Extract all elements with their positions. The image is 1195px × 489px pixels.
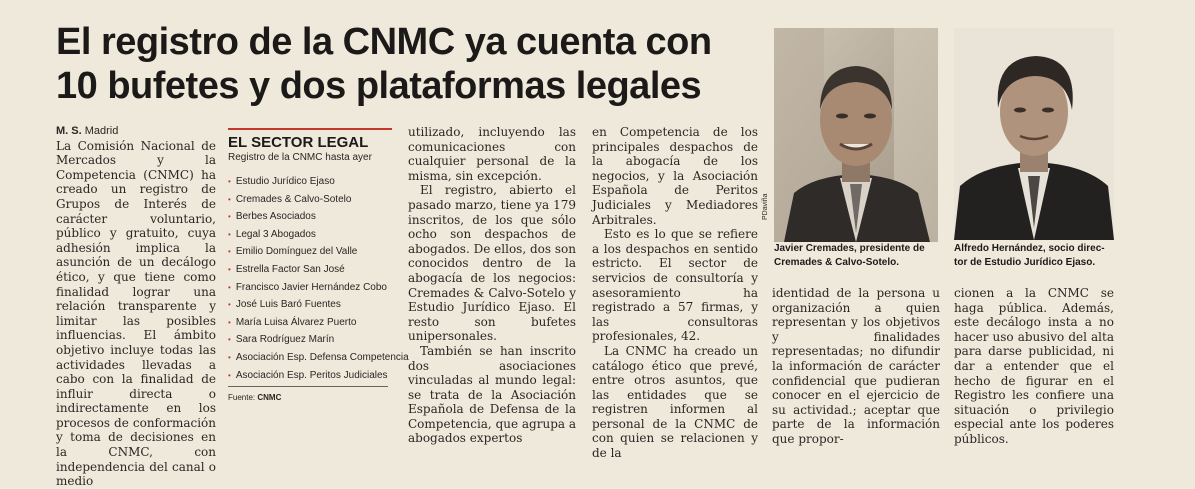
bullet-icon: • [228, 317, 231, 327]
article-column-2 [408, 125, 576, 446]
bullet-icon: • [228, 370, 231, 380]
bullet-icon: • [228, 264, 231, 274]
article-column-1 [56, 124, 216, 489]
bullet-icon: • [228, 352, 231, 362]
headline-line-1: El registro de la CNMC ya cuenta con [56, 21, 712, 63]
bullet-icon: • [228, 282, 231, 292]
bullet-icon: • [228, 335, 231, 345]
headline-line-2: 10 bufetes y dos plataformas legales [56, 65, 702, 107]
sidebar-list [228, 173, 409, 384]
bullet-icon: • [228, 247, 231, 257]
article-column-4 [772, 286, 940, 447]
bullet-icon: • [228, 212, 231, 222]
bullet-icon: • [228, 300, 231, 310]
list-item: • Cremades & Calvo-Sotelo [228, 191, 392, 209]
bullet-icon: • [228, 229, 231, 239]
photo-credit: PDaviña [762, 193, 769, 220]
portrait-image [954, 28, 1114, 240]
bullet-icon: • [228, 194, 231, 204]
column-3-paragraph-3: La CNMC ha creado un catálogo ético que prevé, entre otros asuntos, que las entidades que se registren informen al personal de la CNMC de con quien se relacionen y de la [592, 343, 758, 461]
byline-author: M. S. [56, 125, 82, 137]
sidebar-source: Fuente: CNMC [228, 393, 282, 403]
byline [56, 124, 216, 139]
list-item: • María Luisa Álvarez Puerto [228, 314, 392, 332]
column-3-paragraph-2: Esto es lo que se refiere a los despachos en sentido estricto. El sector de servicios de consultoría y asesoramiento ha registrado a 57 firmas, y las consultoras profesionales, 42. [592, 227, 758, 344]
list-item: • Estudio Jurídico Ejaso [228, 173, 392, 191]
article-column-3 [592, 125, 758, 461]
portrait-image [774, 28, 938, 242]
article-headline [56, 20, 756, 108]
article-column-5 [954, 286, 1114, 447]
list-item: • Asociación Esp. Defensa Competencia [228, 349, 392, 367]
photo-alfredo-hernandez [954, 28, 1114, 240]
list-item: • Asociación Esp. Peritos Judiciales [228, 367, 392, 385]
list-item: • Berbes Asociados [228, 208, 392, 226]
list-item: • Sara Rodríguez Marín [228, 331, 392, 349]
sidebar-top-rule [228, 128, 392, 130]
sidebar-subtitle: Registro de la CNMC hasta ayer [228, 152, 372, 163]
sector-legal-sidebar [228, 128, 409, 403]
column-3-paragraph-1: en Competencia de los principales despachos de la abogacía de los negocios, y la Asociación Española de Peritos Judiciales y Mediadores Arbitrales. [592, 125, 758, 227]
sidebar-bottom-rule [228, 386, 388, 387]
column-1-paragraph: La Comisión Nacional de Mercados y la Competencia (CNMC) ha creado un registro de Grupos de Interés de carácter voluntario, público y gratuito, cuya adhesión implica la asunción de un decálogo ético, y que tiene como finalidad lograr una relación transparente y limitar las posibles influencias. El ámbito objetivo incluye todas las actividades llevadas a cabo con la finalidad de influir directa o indirectamente en los procesos de conformación y toma de decisiones en la CNMC, con independencia del canal o medio [56, 138, 216, 489]
column-2-paragraph-3: También se han inscrito dos asociaciones vinculadas al mundo legal: se trata de la Asociación Española de Defensa de la Competencia, que agrupa a abogados expertos [408, 343, 576, 446]
photo-javier-cremades [774, 28, 938, 242]
sidebar-title: EL SECTOR LEGAL [228, 134, 369, 151]
column-2-paragraph-2: El registro, abierto el pasado marzo, tiene ya 179 inscritos, de los que sólo ocho son despachos de abogados. De ellos, dos son conocidos dentro de la abogacía de los negocios: Cremades & Calvo-Sotelo y Estudio Jurídico Ejaso. El resto son bufetes unipersonales. [408, 183, 576, 344]
bullet-icon: • [228, 177, 231, 186]
column-4-paragraph-1: identidad de la persona u organización a quien representan y los objetivos y finalidades representadas; no difundir la información de carácter confidencial que pudieran conocer en el ejercicio de su actividad.; aceptar que parte de la información que propor- [772, 286, 940, 446]
byline-place: Madrid [84, 125, 119, 137]
photo-2-caption: Alfredo Hernández, socio direc- tor de Estudio Jurídico Ejaso. [954, 243, 1105, 268]
list-item: • Francisco Javier Hernández Cobo [228, 279, 392, 297]
list-item: • Estrella Factor San José [228, 261, 392, 279]
column-5-paragraph-1: cionen a la CNMC se haga pública. Además, este decálogo insta a no hacer uso abusivo del alta para darse publicidad, ni dar a entender que el hecho de figurar en el Registro les confiere una situación o privilegio especial ante los poderes públicos. [954, 286, 1114, 446]
list-item: • Legal 3 Abogados [228, 226, 392, 244]
column-2-paragraph-1: utilizado, incluyendo las comunicaciones con cualquier personal de la misma, sin excepción. [408, 125, 576, 183]
photo-1-caption: Javier Cremades, presidente de Cremades & Calvo-Sotelo. [774, 243, 925, 268]
list-item: • Emilio Domínguez del Valle [228, 243, 392, 261]
list-item: • José Luis Baró Fuentes [228, 296, 392, 314]
